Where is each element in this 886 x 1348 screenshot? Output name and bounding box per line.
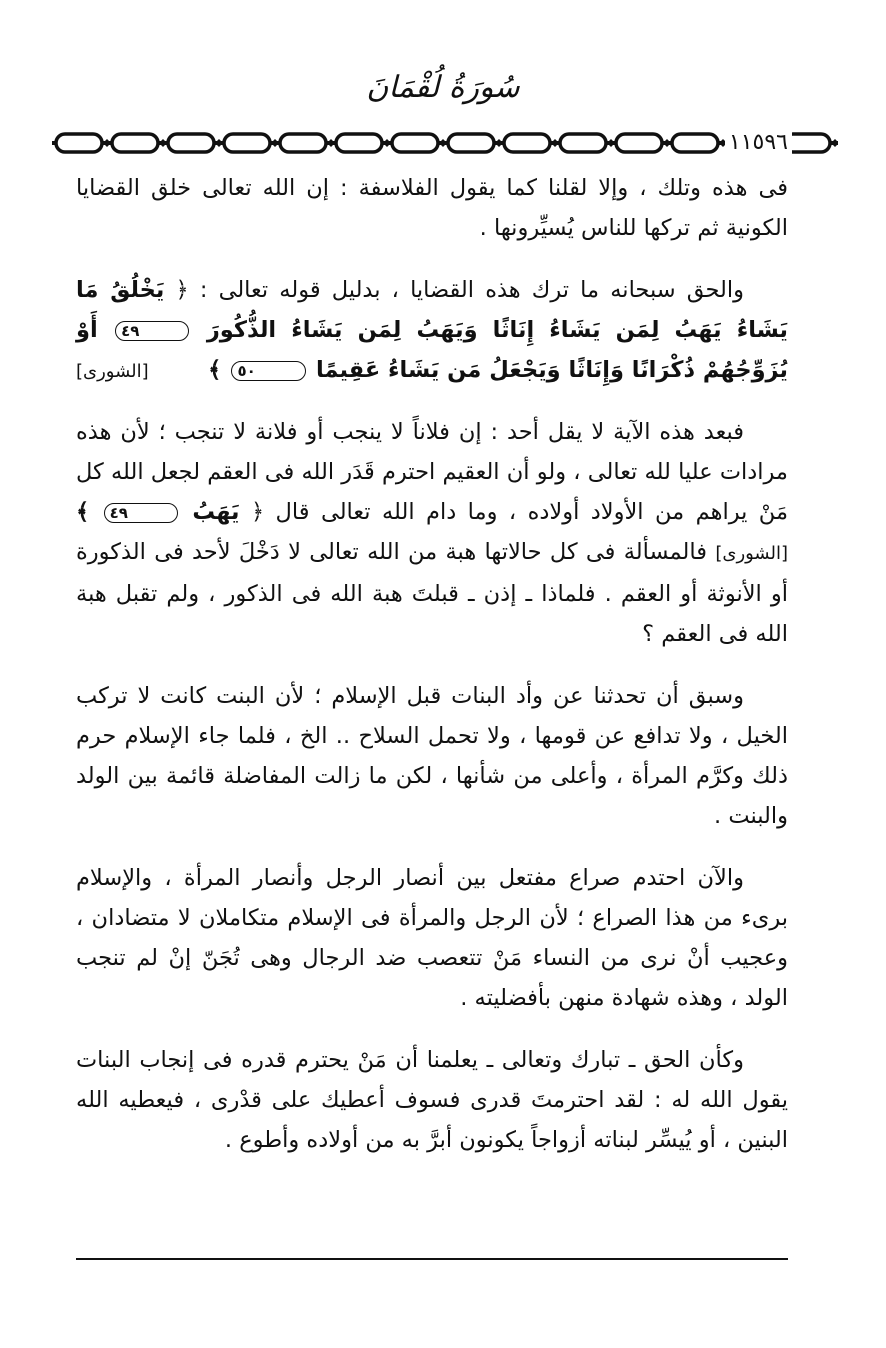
chain-link <box>448 134 494 152</box>
chain-diamond <box>159 139 167 147</box>
chain-link <box>392 134 438 152</box>
chain-link <box>504 134 550 152</box>
paragraph-tail: فالمسألة فى كل حالاتها هبة من الله تعالى لا دَخْلَ لأحد فى الذكورة أو الأنوثة أو العقم . فلماذا ـ إذن ـ قبلتَ هبة الله فى الذكور ، ولم تقبل هبة الله فى العقم ؟ <box>76 539 788 647</box>
chain-link <box>336 134 382 152</box>
paragraph-6 <box>76 1040 788 1160</box>
chain-link <box>168 134 214 152</box>
footer-rule <box>76 1258 788 1260</box>
paragraph-5 <box>76 858 788 1018</box>
quran-verse-b: أَوْ يُزَوِّجُهُمْ ذُكْرَانًا وَإِنَاثًا وَيَجْعَلُ مَن يَشَاءُ عَقِيمًا <box>76 317 788 383</box>
chain-diamond <box>663 139 671 147</box>
chain-link <box>672 134 718 152</box>
paragraph-1 <box>76 168 788 248</box>
chain-link <box>112 134 158 152</box>
ayah-number-marker: ٤٩ <box>115 321 189 341</box>
ayah-number-marker: ٥٠ <box>231 361 305 381</box>
page-number: ١١٥٩٦ <box>725 126 792 160</box>
chain-diamond <box>103 139 111 147</box>
chain-diamond <box>215 139 223 147</box>
chain-link <box>560 134 606 152</box>
paragraph-2 <box>76 270 788 390</box>
chain-diamond <box>495 139 503 147</box>
chain-link <box>224 134 270 152</box>
quran-verse-a: يَخْلُقُ مَا يَشَاءُ يَهَبُ لِمَن يَشَاءُ إِنَاثًا وَيَهَبُ لِمَن يَشَاءُ الذُّكُورَ <box>76 277 788 343</box>
chain-diamond <box>271 139 279 147</box>
header-ornament-band <box>52 126 838 160</box>
paragraph-text: وسبق أن تحدثنا عن وأد البنات قبل الإسلام ؛ لأن البنت كانت لا تركب الخيل ، ولا تدافع عن قومها ، ولا تحمل السلاح .. الخ ، فلما جاء الإسلام حرم ذلك وكرَّم المرأة ، وأعلى من شأنها ، لكن ما زالت المفاضلة قائمة بين الولد والبنت . <box>76 683 788 829</box>
surah-title: سُورَةُ لُقْمَانَ <box>366 70 520 105</box>
chain-diamond <box>383 139 391 147</box>
chain-diamond <box>439 139 447 147</box>
ayah-number-marker: ٤٩ <box>104 503 178 523</box>
chain-diamond <box>607 139 615 147</box>
surah-reference: [الشورى] <box>76 361 149 382</box>
paragraph-3 <box>76 412 788 654</box>
page-content <box>76 168 788 1182</box>
chain-link <box>56 134 102 152</box>
paragraph-text: وكأن الحق ـ تبارك وتعالى ـ يعلمنا أن مَنْ يحترم قدره فى إنجاب البنات يقول الله له : لقد احترمتَ قدرى فسوف أعطيك على قدْرى ، فيعطيه الله البنين ، أو يُيسِّر لبناته أزواجاً يكونون أبرَّ به من أولاده وأطوع . <box>76 1047 788 1153</box>
chain-link <box>280 134 326 152</box>
verse-close-bracket: ﴾ <box>208 357 222 383</box>
verse-close-bracket: ﴾ <box>76 499 90 525</box>
chain-diamond <box>831 139 838 147</box>
paragraph-text: فى هذه وتلك ، وإلا لقلنا كما يقول الفلاسفة : إن الله تعالى خلق القضايا الكونية ثم تركها للناس يُسيِّرونها . <box>76 175 788 241</box>
chain-diamond <box>327 139 335 147</box>
quran-verse: يَهَبُ <box>192 499 240 525</box>
surah-reference: [الشورى] <box>715 543 788 564</box>
paragraph-4 <box>76 676 788 836</box>
paragraph-lead: فبعد هذه الآية لا يقل أحد : إن فلاناً لا ينجب أو فلانة لا تنجب ؛ لأن هذه مرادات عليا لله تعالى ، ولو أن العقيم احترم قَدَر الله فى العقم لجعل الله كل مَنْ يراهم من الأولاد أولاده ، وما دام الله تعالى قال ﴿ <box>76 419 788 525</box>
chain-link <box>616 134 662 152</box>
ornamental-chain <box>52 126 838 160</box>
paragraph-lead: والحق سبحانه ما ترك هذه القضايا ، بدليل قوله تعالى : ﴿ <box>175 277 744 303</box>
chain-diamond <box>551 139 559 147</box>
paragraph-text: والآن احتدم صراع مفتعل بين أنصار الرجل وأنصار المرأة ، والإسلام برىء من هذا الصراع ؛ لأن الرجل والمرأة فى الإسلام متكاملان لا متضادان ، وعجيب أنْ نرى من النساء مَنْ تتعصب ضد الرجال وهى تُجَنّ إنْ لم تنجب الولد ، وهذه شهادة منهن بأفضليته . <box>76 865 788 1011</box>
